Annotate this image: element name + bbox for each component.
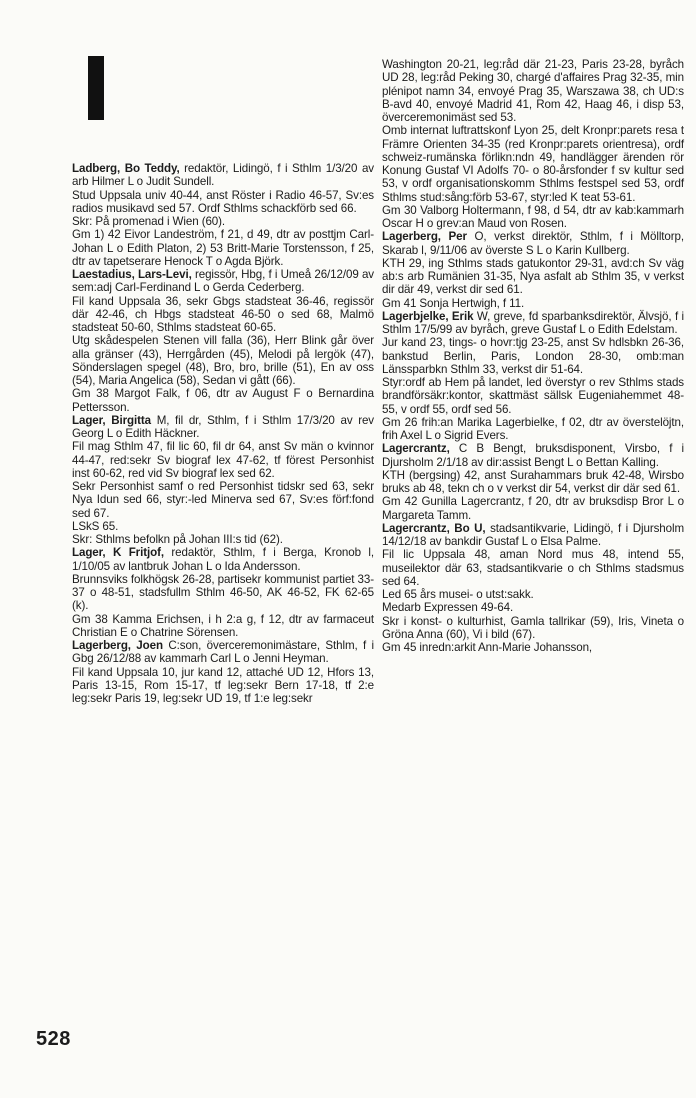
entry-name: Lager, K Fritjof, bbox=[72, 546, 164, 560]
biography-text bbox=[72, 295, 374, 335]
biography-text bbox=[72, 215, 374, 228]
entry-text: Fil kand Uppsala 36, sekr Gbgs stadsteat 36-46, regissör där 42-46, ch Hbgs stadsteat 46-50 o sed 68, Malmö stadsteat 50-60, Sthlms stadsteat 60-65. bbox=[72, 294, 374, 334]
entry-text: Fil lic Uppsala 48, aman Nord mus 48, intend 55, museilektor där 63, stadsantikvarie o ch Sthlms stadsmus sed 64. bbox=[382, 548, 684, 588]
entry-text: redaktör, Lidingö, f i Sthlm 1/3/20 av arb Hilmer L o Judit Sundell. bbox=[72, 162, 374, 189]
biography-text bbox=[72, 228, 374, 268]
biography-text bbox=[382, 588, 684, 601]
entry-name: Lagerbjelke, Erik bbox=[382, 309, 474, 323]
entry-text: KTH 29, ing Sthlms stads gatukontor 29-31, avd:ch Sv väg ab:s arb Rumänien 31-35, Nya asfalt ab Sthlm 35, v verkst dir där 49, verkst dir sed 61. bbox=[382, 256, 684, 297]
biography-text bbox=[72, 573, 374, 613]
entry-text: redaktör, Sthlm, f i Berga, Kronob l, 1/10/05 av lantbruk Johan L o Ida Andersson. bbox=[72, 546, 374, 573]
biography-entry-heading bbox=[382, 310, 684, 337]
entry-text: Led 65 års musei- o utst:sakk. bbox=[382, 588, 534, 601]
entry-text: Fil kand Uppsala 10, jur kand 12, attaché UD 12, Hfors 13, Paris 13-15, Rom 15-17, tf leg:sekr Bern 17-18, tf 2:e leg:sekr Paris 19, leg:sekr UD 19, tf 1:e leg:sekr bbox=[72, 665, 374, 705]
biography-text bbox=[72, 189, 374, 216]
biography-entry-heading bbox=[72, 414, 374, 441]
entry-text: O, verkst direktör, Sthlm, f i Mölltorp, Skarab l, 9/11/06 av överste S L o Karin Kullberg. bbox=[382, 230, 684, 257]
entry-name: Lagercrantz, Bo U, bbox=[382, 521, 486, 535]
entry-text: Jur kand 23, tings- o hovr:tjg 23-25, anst Sv hdlsbkn 26-36, bankstud Berlin, Paris, London 28-30, omb:man Länssparbkn Sthlm 33, verkst dir 51-64. bbox=[382, 336, 684, 376]
entry-text: Gm 26 frih:an Marika Lagerbielke, f 02, dtr av överstelöjtn, frih Axel L o Sigrid Evers. bbox=[382, 415, 684, 442]
entry-text: Gm 38 Margot Falk, f 06, dtr av August F o Bernardina Pettersson. bbox=[72, 387, 374, 414]
biography-text bbox=[382, 548, 684, 588]
entry-text: Omb internat luftrattskonf Lyon 25, delt Kronpr:parets resa t Främre Orienten 34-35 (red Kronpr:parets orientresa), ordf schweiz-rumänska förlikn:ndn 49, handlägger ärenden rör Konung Gustaf VI Adolfs 70- o 80-årsfonder f sv kultur sed 53, v ordf organisationskomm Sthlms festspel sed 53, ordf Sthlms stud:sång:förb 53-67, styr:led K teat 53-61. bbox=[382, 124, 684, 204]
entry-text: W, greve, fd sparbanksdirektör, Älvsjö, f i Sthlm 17/5/99 av byråch, greve Gustaf L o Edith Edelstam. bbox=[382, 309, 684, 336]
biography-text bbox=[382, 58, 684, 124]
entry-name: Lager, Birgitta bbox=[72, 413, 152, 427]
page-number: 528 bbox=[36, 1028, 71, 1050]
biography-text bbox=[382, 124, 684, 204]
biography-text bbox=[382, 601, 684, 614]
entry-text: Medarb Expressen 49-64. bbox=[382, 601, 514, 615]
biography-text bbox=[382, 336, 684, 376]
biography-text bbox=[382, 615, 684, 642]
biography-entry-heading bbox=[72, 546, 374, 573]
entry-text: Gm 41 Sonja Hertwigh, f 11. bbox=[382, 296, 525, 310]
entry-text: regissör, Hbg, f i Umeå 26/12/09 av sem:adj Carl-Ferdinand L o Gerda Cederberg. bbox=[72, 268, 374, 295]
biography-text bbox=[72, 480, 374, 520]
entry-text: Skr: Sthlms befolkn på Johan III:s tid (62). bbox=[72, 533, 283, 546]
biography-entry-heading bbox=[72, 268, 374, 295]
right-column bbox=[382, 58, 684, 654]
entry-name: Laestadius, Lars-Levi, bbox=[72, 268, 192, 281]
entry-text: KTH (bergsing) 42, anst Surahammars bruk 42-48, Wirsbo bruks ab 48, tekn ch o v verkst dir 54, verkst dir där sed 61. bbox=[382, 468, 684, 495]
entry-text: M, fil dr, Sthlm, f i Sthlm 17/3/20 av rev Georg L o Edith Häckner. bbox=[72, 413, 374, 440]
biography-text bbox=[382, 641, 684, 654]
entry-text: Utg skådespelen Stenen vill falla (36), Herr Blink går över alla gränser (43), Herrgården (45), Melodi på lergök (47), Sönderslagen spegel (48), Bro, bro, brille (51), En av oss (54), Maria Angelica (58), Sedan vi gått (66). bbox=[72, 334, 374, 387]
entry-text: Stud Uppsala univ 40-44, anst Röster i Radio 46-57, Sv:es radios musikavd sed 57. Ordf Sthlms schackförb sed 66. bbox=[72, 188, 374, 215]
entry-name: Lagerberg, Per bbox=[382, 230, 467, 244]
biography-text bbox=[72, 666, 374, 706]
biography-entry-heading bbox=[382, 522, 684, 549]
entry-text: C B Bengt, bruksdisponent, Virsbo, f i Djursholm 2/1/18 av dir:assist Bengt L o Bettan Kalling. bbox=[382, 442, 684, 469]
biography-text bbox=[72, 387, 374, 414]
entry-text: Gm 38 Kamma Erichsen, i h 2:a g, f 12, dtr av farmaceut Christian E o Chatrine Sörensen. bbox=[72, 612, 374, 639]
entry-text: Styr:ordf ab Hem på landet, led överstyr o rev Sthlms stads brandförsäkr:kontor, skattmäst sällsk Eugeniahemmet 48-55, v ordf 55, ordf sed 56. bbox=[382, 376, 684, 416]
entry-text: Skr i konst- o kulturhist, Gamla tallrikar (59), Iris, Vineta o Gröna Anna (60), Vi i bild (67). bbox=[382, 614, 684, 641]
biography-text bbox=[72, 440, 374, 480]
biography-text bbox=[382, 376, 684, 416]
biography-text bbox=[72, 533, 374, 546]
biography-entry-heading bbox=[382, 230, 684, 257]
entry-text: Gm 30 Valborg Holtermann, f 98, d 54, dtr av kab:kammarh Oscar H o grev:an Maud von Rosen. bbox=[382, 203, 684, 230]
entry-text: stadsantikvarie, Lidingö, f i Djursholm 14/12/18 av bankdir Gustaf L o Elsa Palme. bbox=[382, 521, 685, 548]
entry-text: Fil mag Sthlm 47, fil lic 60, fil dr 64, anst Sv män o kvinnor 44-47, red:sekr Sv biograf lex 47-62, tf förest Personhist inst 60-62, red vid Sv biograf lex sed 62. bbox=[72, 440, 374, 480]
entry-text: Skr: På promenad i Wien (60). bbox=[72, 215, 226, 228]
biography-text bbox=[382, 469, 684, 496]
biography-text bbox=[72, 520, 374, 533]
entry-name: Ladberg, Bo Teddy, bbox=[72, 162, 180, 175]
biography-text bbox=[72, 334, 374, 387]
biography-entry-heading bbox=[72, 162, 374, 189]
biography-text bbox=[72, 613, 374, 640]
biography-entry-heading bbox=[72, 639, 374, 666]
section-letter-marker bbox=[88, 56, 104, 120]
biography-text bbox=[382, 257, 684, 297]
entry-text: Gm 42 Gunilla Lagercrantz, f 20, dtr av bruksdisp Bror L o Margareta Tamm. bbox=[382, 495, 684, 522]
entry-text: Brunnsviks folkhögsk 26-28, partisekr kommunist partiet 33-37 o 48-51, stadsfullm Sthlm 46-50, AK 46-52, FK 62-65 (k). bbox=[72, 572, 374, 613]
entry-text: LSkS 65. bbox=[72, 519, 119, 533]
left-column bbox=[72, 162, 374, 705]
entry-text: Gm 45 inredn:arkit Ann-Marie Johansson, bbox=[382, 641, 593, 654]
entry-name: Lagercrantz, bbox=[382, 442, 450, 456]
biography-entry-heading bbox=[382, 442, 684, 469]
biography-text bbox=[382, 204, 684, 231]
entry-text: Washington 20-21, leg:råd där 21-23, Paris 23-28, byråch UD 28, leg:råd Peking 30, chargé d'affaires Prag 32-35, min plénipot namn 34, envoyé Prag 35, Warszawa 38, ch UD:s B-avd 40, envoyé Madrid 41, Rom 42, Haag 46, i disp 53, överceremonimäst sed 53. bbox=[382, 58, 684, 124]
biography-text bbox=[382, 297, 684, 310]
entry-text: C:son, överceremonimästare, Sthlm, f i Gbg 26/12/88 av kammarh Carl L o Jenni Heyman. bbox=[72, 639, 374, 666]
biography-text bbox=[382, 495, 684, 522]
entry-text: Sekr Personhist samf o red Personhist tidskr sed 63, sekr Nya Idun sed 66, styr:-led Minerva sed 67, Sv:es förf:fond sed 67. bbox=[72, 480, 374, 520]
entry-text: Gm 1) 42 Eivor Landeström, f 21, d 49, dtr av posttjm Carl-Johan L o Edith Platon, 2) 53 Britt-Marie Torstensson, f 25, dtr av tapetserare Henock T o Agda Björk. bbox=[72, 228, 374, 268]
entry-name: Lagerberg, Joen bbox=[72, 639, 163, 652]
biography-text bbox=[382, 416, 684, 443]
